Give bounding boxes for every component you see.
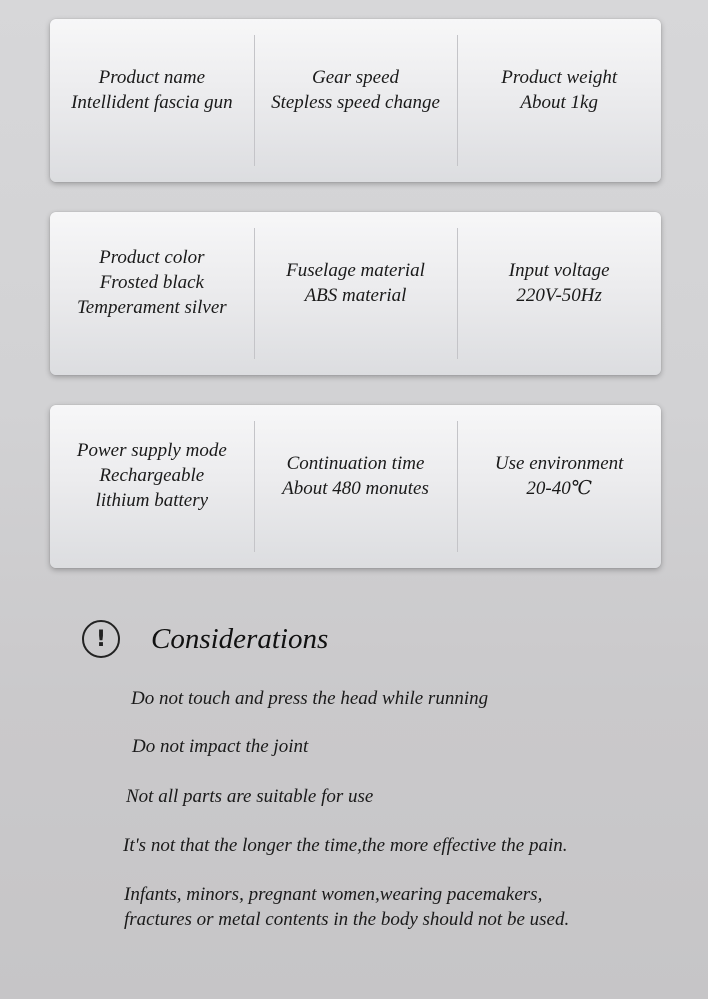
spec-value: ABS material [304, 284, 407, 306]
spec-value: 20-40℃ [526, 477, 592, 499]
spec-value: Stepless speed change [271, 91, 440, 113]
consideration-line: Infants, minors, pregnant women,wearing pacemakers, [124, 884, 543, 905]
spec-label: Continuation time [286, 452, 425, 474]
spec-label: Fuselage material [286, 259, 425, 281]
exclamation-icon: ! [82, 620, 120, 658]
spec-label: Input voltage [508, 259, 610, 281]
spec-label: Power supply mode [76, 440, 227, 461]
spec-card-2 [50, 212, 661, 375]
spec-card-3 [50, 405, 661, 568]
spec-value: 220V-50Hz [516, 284, 602, 306]
spec-value: Frosted black [99, 272, 204, 293]
consideration-line: fractures or metal contents in the body should not be used. [124, 909, 570, 930]
consideration-item: It's not that the longer the time,the more effective the pain. [123, 835, 568, 856]
spec-use-environment [457, 405, 661, 568]
consideration-item-last [124, 882, 569, 932]
spec-label: Product weight [501, 66, 618, 88]
consideration-item: Not all parts are suitable for use [126, 786, 374, 807]
spec-value: About 480 monutes [282, 477, 429, 499]
spec-value-2: Temperament silver [76, 297, 227, 318]
spec-continuation-time [254, 405, 458, 568]
spec-product-weight [457, 19, 661, 182]
spec-product-color [50, 212, 254, 375]
spec-input-voltage [457, 212, 661, 375]
spec-label: Use environment [494, 452, 624, 474]
consideration-item: Do not touch and press the head while running [131, 688, 489, 709]
spec-value: Intellident fascia gun [71, 91, 233, 113]
spec-label: Product name [98, 66, 206, 88]
spec-label: Product color [99, 247, 205, 268]
spec-fuselage-material [254, 212, 458, 375]
consideration-item: Do not impact the joint [132, 736, 309, 757]
considerations-title: Considerations [151, 622, 329, 655]
spec-gear-speed [254, 19, 458, 182]
spec-product-name [50, 19, 254, 182]
spec-value: About 1kg [520, 91, 598, 113]
spec-card-1 [50, 19, 661, 182]
spec-value: Rechargeable [99, 465, 205, 486]
spec-label: Gear speed [311, 66, 400, 88]
considerations-header [82, 620, 328, 658]
spec-power-supply-mode [50, 405, 254, 568]
spec-value-2: lithium battery [95, 490, 209, 511]
